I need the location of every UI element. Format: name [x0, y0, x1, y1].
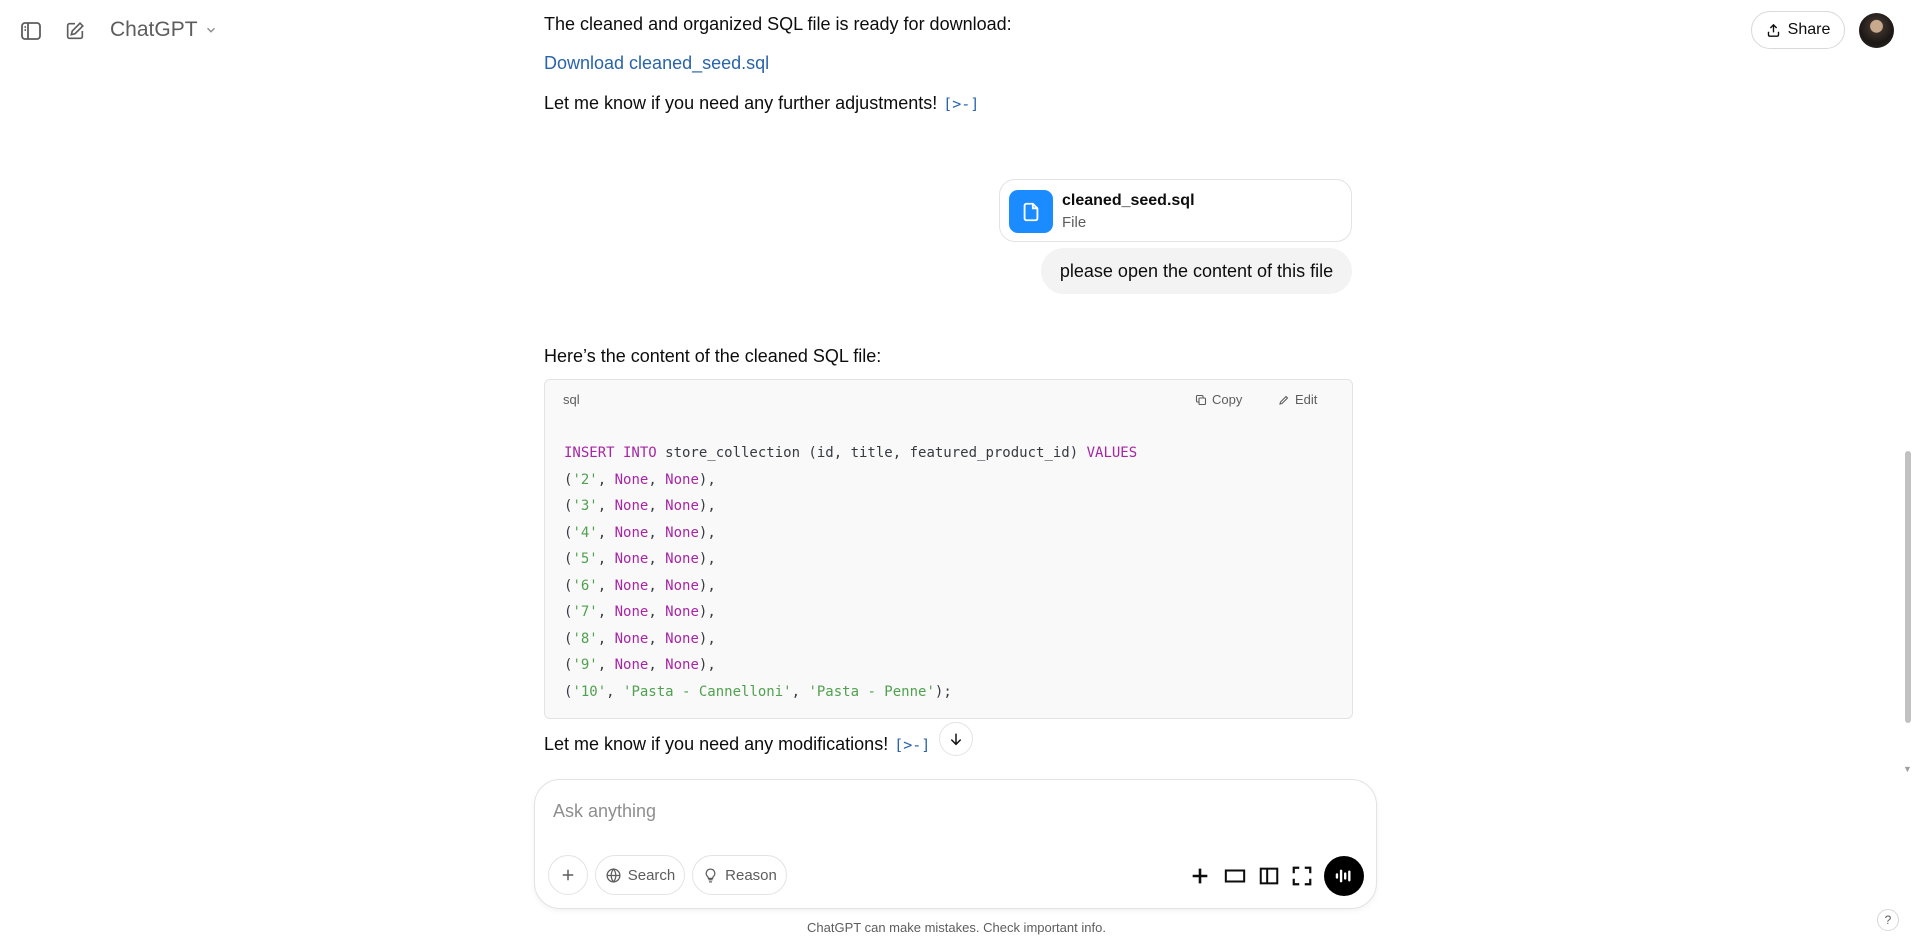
code-block [544, 379, 1353, 719]
code-token: None [614, 604, 649, 620]
model-name-label: ChatGPT [110, 18, 198, 41]
code-token: None [614, 630, 649, 647]
search-button[interactable] [595, 855, 685, 895]
code-line [564, 652, 1137, 679]
code-token: '3' [572, 498, 598, 514]
code-token: ( [564, 630, 573, 647]
code-token: '8' [572, 630, 598, 647]
globe-icon [605, 867, 622, 884]
code-token: None [614, 498, 649, 514]
disclaimer-text: ChatGPT can make mistakes. Check important info. [807, 920, 1106, 935]
code-token: None [665, 577, 699, 594]
code-token: ); [934, 683, 952, 700]
code-content [564, 440, 1137, 705]
file-type: File [1062, 214, 1087, 231]
waveform-icon [1333, 865, 1355, 887]
code-line [564, 440, 1137, 467]
share-button[interactable] [1751, 11, 1845, 49]
code-token: None [665, 498, 699, 514]
plus-tool-icon[interactable] [1187, 863, 1213, 889]
code-token: None [614, 471, 649, 488]
code-token: , [648, 524, 666, 541]
assistant-outro [544, 732, 930, 757]
code-token: , [648, 630, 666, 647]
code-token: '2' [572, 471, 598, 488]
plus-icon [559, 866, 577, 884]
code-token: ), [698, 524, 716, 541]
code-token: , [606, 683, 624, 700]
composer [534, 779, 1377, 909]
code-token: 'Pasta - Penne' [808, 683, 935, 700]
code-token: None [665, 524, 699, 541]
voice-mode-button[interactable] [1324, 856, 1364, 896]
code-token: None [665, 657, 699, 673]
code-token: , [597, 630, 615, 647]
code-token: None [614, 577, 649, 594]
code-token: ( [564, 498, 573, 514]
code-token: , [597, 471, 615, 488]
scroll-down-arrow-icon[interactable]: ▼ [1903, 764, 1912, 774]
code-token: , [597, 577, 615, 594]
share-icon [1766, 23, 1781, 38]
new-chat-icon[interactable] [57, 13, 93, 49]
code-token: 'Pasta - Cannelloni' [623, 683, 792, 700]
code-token: INSERT INTO [564, 445, 657, 461]
code-token: , [597, 498, 615, 514]
search-label: Search [627, 866, 676, 884]
code-line [564, 599, 1137, 626]
code-token: ), [698, 471, 716, 488]
outro-text: Let me know if you need any modifications! [544, 734, 889, 754]
sidebar-toggle-icon[interactable] [13, 13, 49, 49]
code-line [564, 573, 1137, 600]
code-token: , [791, 683, 809, 700]
user-message-bubble: please open the content of this file [1041, 248, 1352, 294]
code-line [564, 493, 1137, 520]
code-language-label: sql [563, 392, 580, 407]
attach-button[interactable] [548, 855, 588, 895]
code-token: ), [698, 630, 716, 647]
arrow-down-icon [948, 731, 964, 747]
chevron-down-icon [204, 23, 218, 37]
code-line [564, 467, 1137, 494]
lightbulb-icon [702, 867, 719, 884]
code-token: '4' [572, 524, 598, 541]
copy-icon [1195, 394, 1207, 406]
code-token: ), [698, 604, 716, 620]
download-link[interactable]: Download cleaned_seed.sql [544, 53, 770, 73]
code-token: None [614, 551, 649, 567]
code-token: None [665, 471, 699, 488]
code-token: , [597, 524, 615, 541]
code-token: None [665, 630, 699, 647]
code-token: ), [698, 498, 716, 514]
code-token: None [614, 524, 649, 541]
model-selector[interactable] [110, 18, 218, 42]
code-token: , [648, 604, 666, 620]
reason-button[interactable] [692, 855, 787, 895]
code-token: ( [564, 524, 573, 541]
code-token: '5' [572, 551, 598, 567]
code-token: ( [564, 551, 573, 567]
scrollbar-thumb[interactable] [1905, 451, 1911, 723]
fullscreen-tool-icon[interactable] [1289, 863, 1315, 889]
avatar[interactable] [1859, 13, 1894, 48]
followup-text: Let me know if you need any further adjustments! [544, 93, 938, 113]
help-button[interactable]: ? [1877, 909, 1899, 931]
code-token: VALUES [1086, 445, 1138, 461]
code-token: , [648, 498, 666, 514]
code-token: '6' [572, 577, 598, 594]
code-line [564, 520, 1137, 547]
split-view-tool-icon[interactable] [1256, 863, 1282, 889]
user-file-attachment[interactable] [999, 179, 1352, 242]
code-token: ( [564, 604, 573, 620]
code-token: ), [698, 577, 716, 594]
assistant-intro-text: The cleaned and organized SQL file is ready for download: [544, 14, 1012, 34]
code-token: None [665, 604, 699, 620]
code-token: '7' [572, 604, 598, 620]
code-token: , [648, 577, 666, 594]
code-interpreter-citation-icon[interactable]: [>-] [943, 95, 980, 113]
code-token: None [665, 551, 699, 567]
edit-icon [1278, 394, 1290, 406]
code-token: None [614, 657, 649, 673]
code-line [564, 546, 1137, 573]
reason-label: Reason [725, 866, 777, 884]
code-token: '10' [572, 683, 607, 700]
prompt-input[interactable] [553, 794, 1333, 828]
code-token: , [648, 471, 666, 488]
file-name: cleaned_seed.sql [1062, 192, 1195, 209]
window-tool-icon[interactable] [1222, 863, 1248, 889]
edit-label: Edit [1295, 392, 1318, 407]
code-token: , [597, 657, 615, 673]
code-token: , [648, 551, 666, 567]
document-icon [1009, 190, 1053, 233]
assistant-code-intro: Here’s the content of the cleaned SQL file: [544, 346, 882, 366]
code-token: ), [698, 657, 716, 673]
code-token: ( [564, 471, 573, 488]
copy-label: Copy [1212, 392, 1243, 407]
code-token: , [597, 551, 615, 567]
share-label: Share [1787, 21, 1831, 38]
code-line [564, 626, 1137, 653]
code-token: store_collection (id, title, featured_product_id) [656, 445, 1087, 461]
code-token: , [597, 604, 615, 620]
edit-code-button[interactable] [1278, 392, 1317, 407]
code-token: '9' [572, 657, 598, 673]
assistant-followup [544, 91, 979, 116]
code-line [564, 679, 1137, 706]
scroll-to-bottom-button[interactable] [939, 722, 973, 756]
code-token: , [648, 657, 666, 673]
code-token: ), [698, 551, 716, 567]
code-token: ( [564, 657, 573, 673]
copy-code-button[interactable] [1195, 392, 1242, 407]
code-token: ( [564, 577, 573, 594]
code-interpreter-citation-icon[interactable]: [>-] [894, 736, 931, 754]
code-token: ( [564, 683, 573, 700]
